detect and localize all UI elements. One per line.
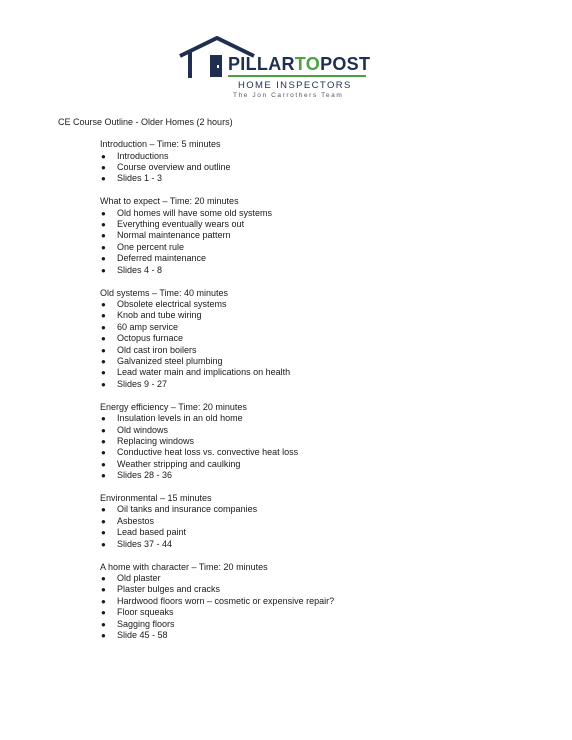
bullet-icon: ●	[101, 322, 106, 332]
list-item	[100, 630, 540, 641]
bullet-icon: ●	[101, 265, 106, 275]
list-item-text: One percent rule	[117, 241, 185, 252]
bullet-icon: ●	[101, 220, 106, 230]
bullet-icon: ●	[101, 368, 106, 378]
section-item-list	[100, 299, 540, 390]
list-item-text: Octopus furnace	[117, 333, 184, 344]
bullet-icon: ●	[101, 425, 106, 435]
bullet-icon: ●	[101, 174, 106, 184]
list-item-text: Slides 4 - 8	[117, 264, 163, 275]
list-item-text: Course overview and outline	[117, 161, 231, 172]
list-item	[100, 413, 540, 424]
list-item-text: Lead based paint	[117, 527, 187, 538]
bullet-icon: ●	[101, 379, 106, 389]
list-item	[100, 516, 540, 527]
section-item-list	[100, 504, 540, 550]
list-item	[100, 459, 540, 470]
bullet-icon: ●	[101, 585, 106, 595]
bullet-icon: ●	[101, 334, 106, 344]
bullet-icon: ●	[101, 471, 106, 481]
list-item-text: Galvanized steel plumbing	[117, 355, 223, 366]
list-item	[100, 573, 540, 584]
list-item	[100, 162, 540, 173]
bullet-icon: ●	[101, 254, 106, 264]
section-item-list	[100, 151, 540, 185]
bullet-icon: ●	[101, 311, 106, 321]
outline-section	[100, 402, 540, 482]
list-item-text: Lead water main and implications on health	[117, 367, 291, 378]
list-item-text: Floor squeaks	[117, 607, 174, 618]
section-item-list	[100, 208, 540, 276]
brand-subtitle: HOME INSPECTORS	[238, 80, 352, 91]
brand-team: The Jon Carrothers Team	[233, 92, 344, 99]
section-title: Energy efficiency – Time: 20 minutes	[100, 401, 247, 412]
list-item	[100, 219, 540, 230]
list-item	[100, 539, 540, 550]
list-item-text: Introductions	[117, 150, 169, 161]
section-title: Environmental – 15 minutes	[100, 492, 212, 503]
list-item	[100, 470, 540, 481]
list-item-text: Insulation levels in an old home	[117, 413, 243, 424]
bullet-icon: ●	[101, 608, 106, 618]
list-item	[100, 265, 540, 276]
section-title: A home with character – Time: 20 minutes	[100, 561, 268, 572]
course-sections	[100, 139, 540, 653]
list-item	[100, 356, 540, 367]
list-item	[100, 379, 540, 390]
bullet-icon: ●	[101, 539, 106, 549]
bullet-icon: ●	[101, 231, 106, 241]
list-item-text: Weather stripping and caulking	[117, 458, 241, 469]
list-item	[100, 333, 540, 344]
bullet-icon: ●	[101, 208, 106, 218]
list-item	[100, 242, 540, 253]
section-item-list	[100, 573, 540, 641]
list-item	[100, 447, 540, 458]
outline-section	[100, 562, 540, 642]
list-item-text: Old plaster	[117, 573, 161, 584]
list-item-text: Knob and tube wiring	[117, 310, 202, 321]
bullet-icon: ●	[101, 162, 106, 172]
bullet-icon: ●	[101, 574, 106, 584]
document-title: CE Course Outline - Older Homes (2 hours)	[58, 117, 233, 127]
list-item	[100, 596, 540, 607]
list-item	[100, 436, 540, 447]
list-item-text: Oil tanks and insurance companies	[117, 504, 258, 515]
list-item	[100, 151, 540, 162]
bullet-icon: ●	[101, 448, 106, 458]
list-item	[100, 345, 540, 356]
list-item	[100, 322, 540, 333]
bullet-icon: ●	[101, 505, 106, 515]
list-item-text: Normal maintenance pattern	[117, 230, 231, 241]
list-item-text: Slide 45 - 58	[117, 630, 168, 640]
list-item-text: Conductive heat loss vs. convective heat loss	[117, 447, 299, 458]
list-item	[100, 607, 540, 618]
bullet-icon: ●	[101, 516, 106, 526]
list-item-text: 60 amp service	[117, 321, 179, 332]
list-item-text: Replacing windows	[117, 435, 195, 446]
section-title: What to expect – Time: 20 minutes	[100, 196, 239, 207]
list-item	[100, 584, 540, 595]
section-item-list	[100, 413, 540, 481]
list-item-text: Plaster bulges and cracks	[117, 584, 221, 595]
bullet-icon: ●	[101, 631, 106, 640]
section-title: Introduction – Time: 5 minutes	[100, 139, 221, 149]
bullet-icon: ●	[101, 414, 106, 424]
bullet-icon: ●	[101, 300, 106, 310]
list-item-text: Old windows	[117, 424, 169, 435]
list-item-text: Deferred maintenance	[117, 253, 207, 264]
list-item	[100, 230, 540, 241]
list-item-text: Old cast iron boilers	[117, 344, 197, 355]
list-item-text: Everything eventually wears out	[117, 219, 245, 230]
bullet-icon: ●	[101, 459, 106, 469]
bullet-icon: ●	[101, 528, 106, 538]
list-item-text: Slides 37 - 44	[117, 538, 173, 549]
list-item	[100, 527, 540, 538]
bullet-icon: ●	[101, 151, 106, 161]
bullet-icon: ●	[101, 436, 106, 446]
list-item	[100, 504, 540, 515]
list-item-text: Hardwood floors worn – cosmetic or expensive repair?	[117, 595, 335, 606]
list-item	[100, 208, 540, 219]
list-item	[100, 310, 540, 321]
list-item	[100, 299, 540, 310]
list-item-text: Old homes will have some old systems	[117, 207, 273, 218]
brand-name	[228, 54, 370, 74]
list-item	[100, 253, 540, 264]
bullet-icon: ●	[101, 356, 106, 366]
list-item-text: Obsolete electrical systems	[117, 299, 227, 310]
list-item-text: Slides 9 - 27	[117, 378, 168, 389]
bullet-icon: ●	[101, 345, 106, 355]
brand-underline	[228, 75, 366, 77]
outline-section	[100, 196, 540, 276]
brand-to: TO	[294, 54, 321, 74]
list-item-text: Slides 1 - 3	[117, 173, 163, 184]
section-title: Old systems – Time: 40 minutes	[100, 287, 229, 298]
list-item	[100, 619, 540, 630]
bullet-icon: ●	[101, 242, 106, 252]
list-item-text: Sagging floors	[117, 618, 175, 629]
brand-post: POST	[320, 54, 371, 74]
company-logo	[178, 36, 370, 104]
list-item-text: Slides 28 - 36	[117, 470, 173, 481]
list-item	[100, 425, 540, 436]
brand-pillar: PILLAR	[228, 54, 295, 74]
outline-section	[100, 493, 540, 550]
list-item	[100, 367, 540, 378]
list-item-text: Asbestos	[117, 515, 155, 526]
bullet-icon: ●	[101, 596, 106, 606]
outline-section	[100, 288, 540, 391]
bullet-icon: ●	[101, 619, 106, 629]
list-item	[100, 173, 540, 184]
outline-section	[100, 139, 540, 185]
